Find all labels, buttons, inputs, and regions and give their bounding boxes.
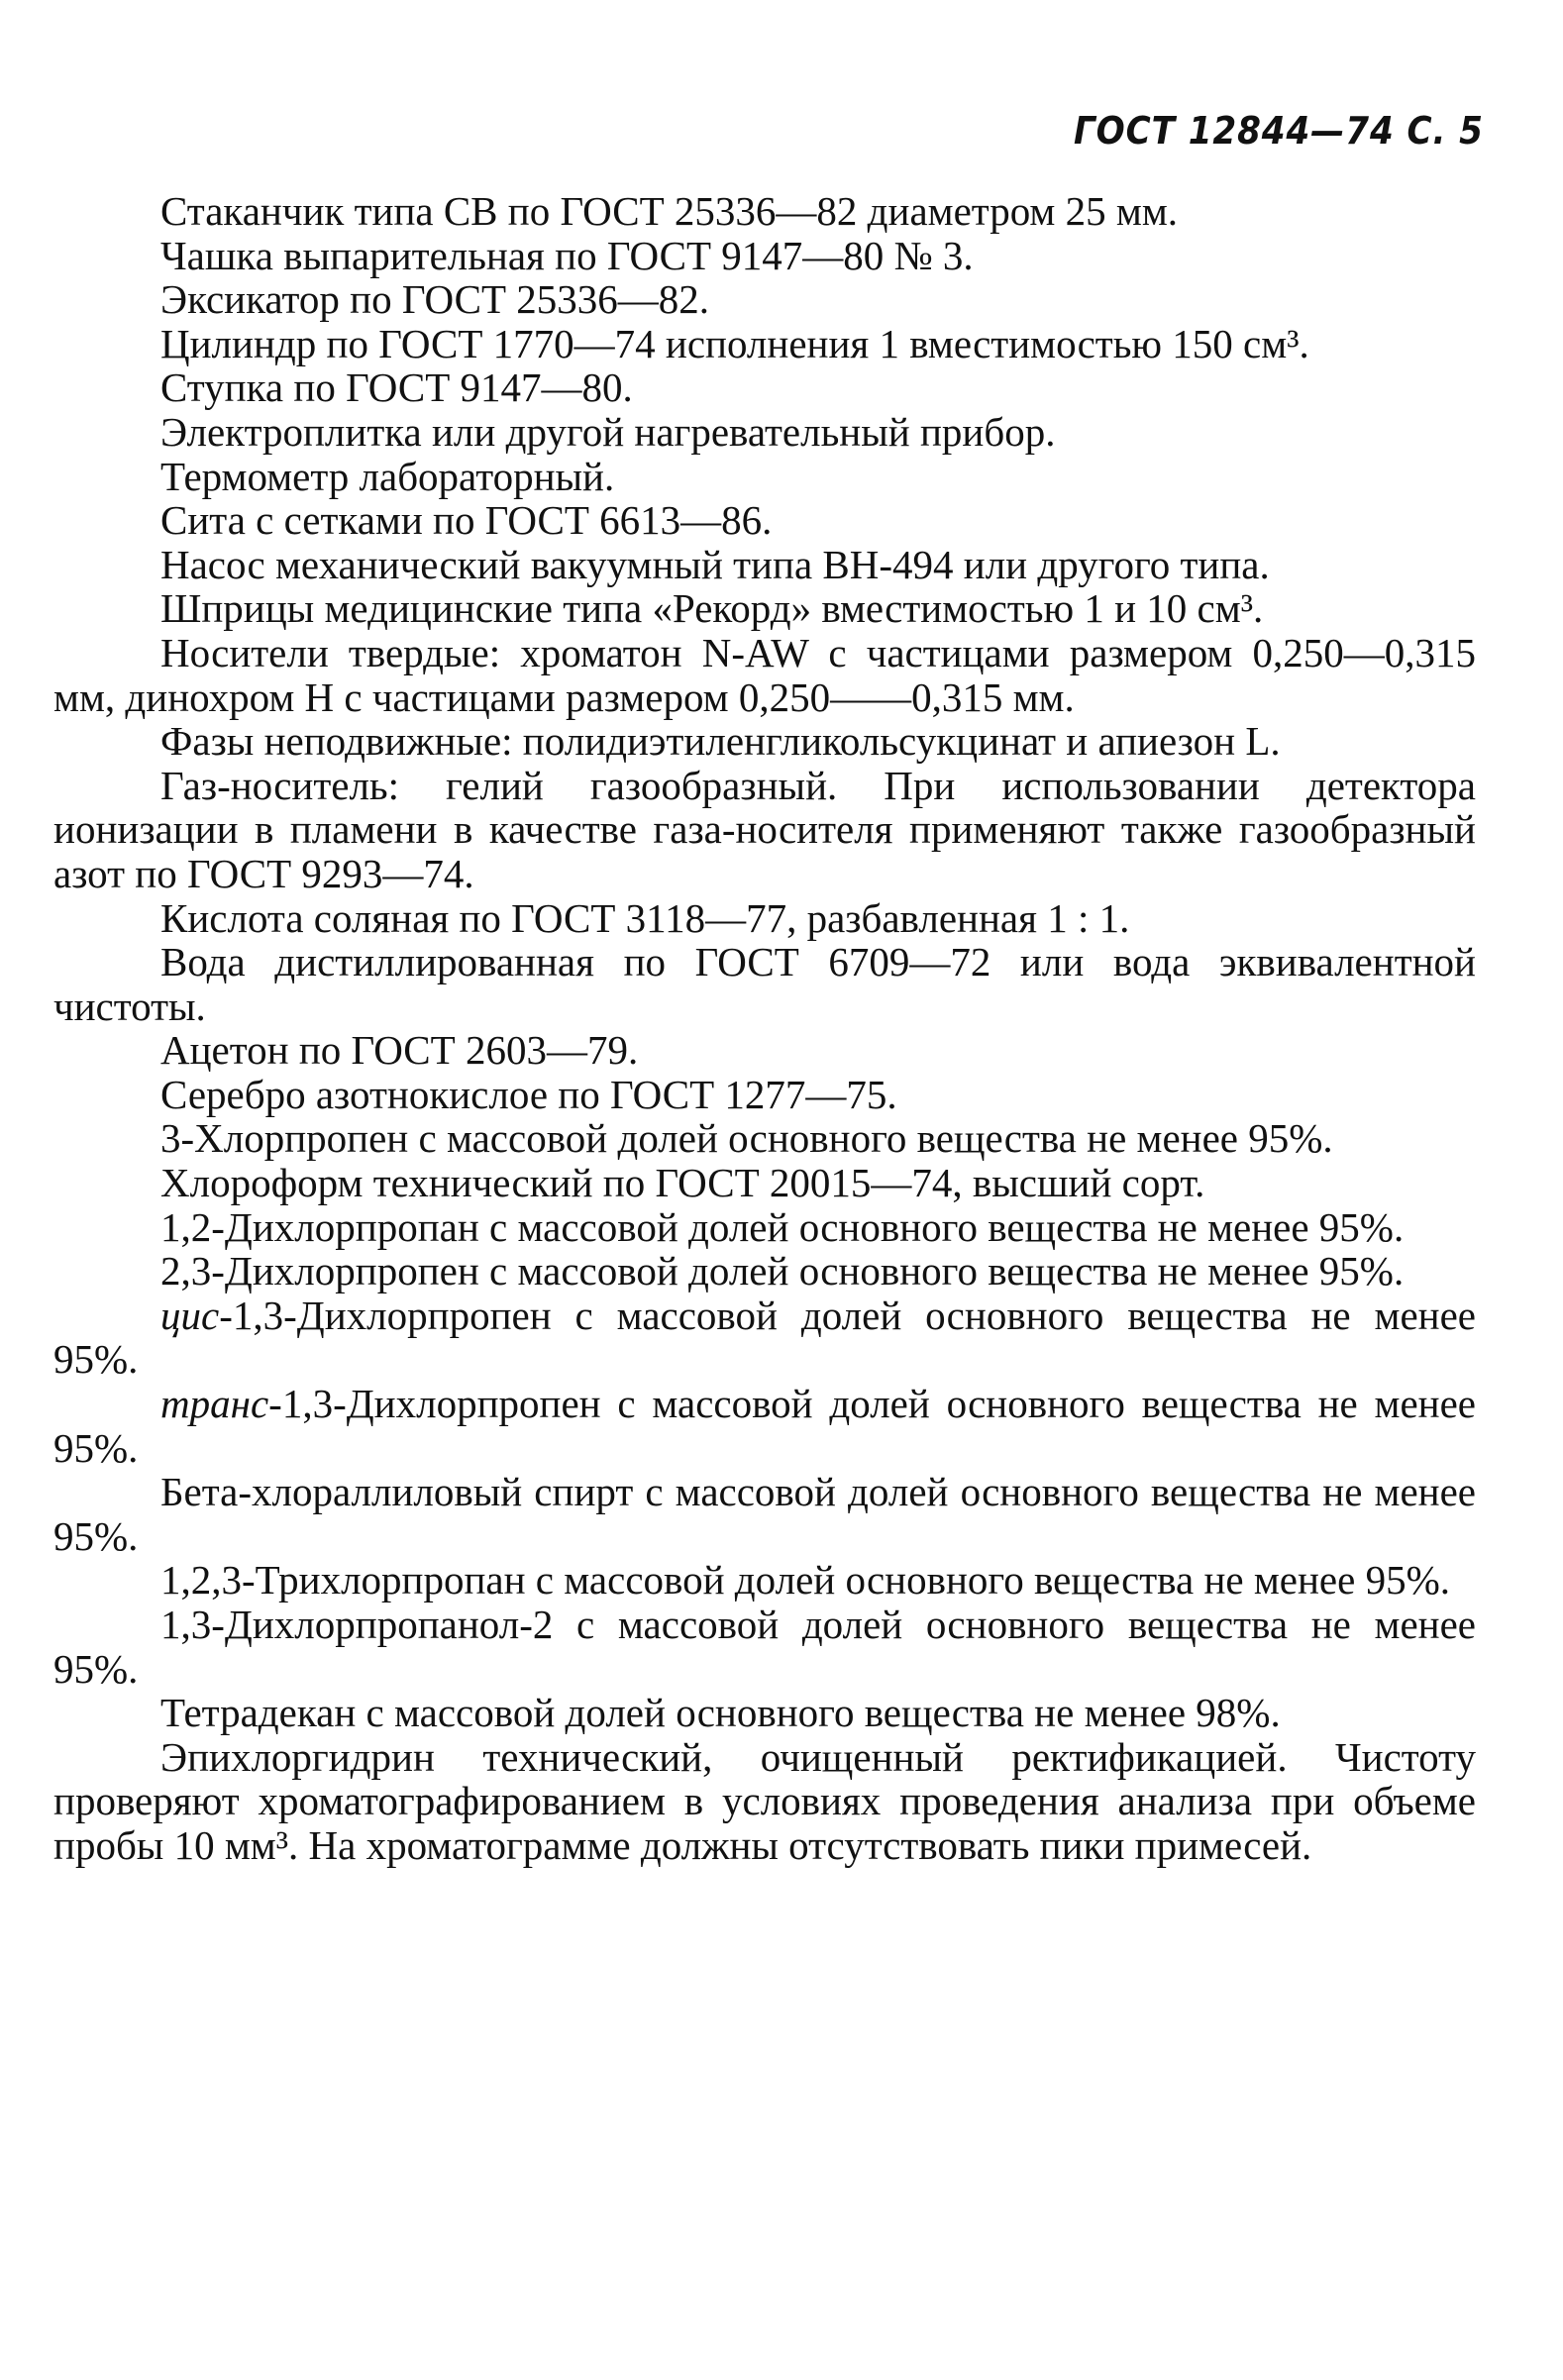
paragraph-text: Тетрадекан с массовой долей основного вещества не менее 98%. <box>160 1690 1281 1736</box>
paragraph <box>53 940 1476 1028</box>
paragraph <box>53 1603 1476 1691</box>
paragraph <box>53 322 1476 366</box>
paragraph <box>53 1558 1476 1603</box>
paragraph-text: Серебро азотнокислое по ГОСТ 1277—75. <box>160 1071 897 1117</box>
paragraph-text: Цилиндр по ГОСТ 1770—74 исполнения 1 вместимостью 150 см³. <box>160 320 1309 366</box>
paragraph-text: Вода дистиллированная по ГОСТ 6709—72 или вода эквивалентной чистоты. <box>53 939 1476 1029</box>
paragraph-text: Эксикатор по ГОСТ 25336—82. <box>160 276 710 323</box>
paragraph <box>53 1470 1476 1558</box>
paragraph <box>53 234 1476 278</box>
paragraph <box>53 1691 1476 1735</box>
paragraph <box>53 1382 1476 1470</box>
paragraph-text: Стаканчик типа СВ по ГОСТ 25336—82 диаметром 25 мм. <box>160 188 1179 234</box>
paragraph <box>53 410 1476 455</box>
paragraph <box>53 1293 1476 1382</box>
paragraph <box>53 277 1476 322</box>
paragraph <box>53 1249 1476 1293</box>
paragraph-text: 2,3-Дихлорпропен с массовой долей основного вещества не менее 95%. <box>160 1248 1405 1294</box>
document-body <box>53 189 1476 1868</box>
paragraph-text: 1,2-Дихлорпропан с массовой долей основного вещества не менее 95%. <box>160 1203 1405 1250</box>
paragraph <box>53 189 1476 234</box>
paragraph <box>53 1205 1476 1250</box>
paragraph-text: Шприцы медицинские типа «Рекорд» вместимостью 1 и 10 см³. <box>160 585 1264 632</box>
paragraph-text: Чашка выпарительная по ГОСТ 9147—80 № 3. <box>160 232 974 278</box>
paragraph-text: Насос механический вакуумный типа ВН-494 или другого типа. <box>160 541 1270 587</box>
paragraph <box>53 365 1476 410</box>
paragraph <box>53 1116 1476 1161</box>
paragraph-text: Ступка по ГОСТ 9147—80. <box>160 364 633 411</box>
paragraph-text: 1,2,3-Трихлорпропан с массовой долей основного вещества не менее 95%. <box>160 1557 1450 1604</box>
paragraph <box>53 896 1476 941</box>
paragraph <box>53 764 1476 896</box>
paragraph-text: 3-Хлорпропен с массовой долей основного вещества не менее 95%. <box>160 1115 1333 1162</box>
paragraph <box>53 719 1476 764</box>
paragraph-text: Эпихлоргидрин технический, очищенный ректификацией. Чистоту проверяют хроматографированием в условиях проведения анализа при объеме пробы 10 мм³. На хроматограмме должны отсутствовать пики примесей. <box>53 1733 1476 1868</box>
paragraph <box>53 1073 1476 1117</box>
paragraph <box>53 498 1476 543</box>
paragraph-text: Ацетон по ГОСТ 2603—79. <box>160 1027 639 1074</box>
paragraph <box>53 631 1476 719</box>
paragraph-text: Газ-носитель: гелий газообразный. При использовании детектора ионизации в пламени в качестве газа-носителя применяют также газообразный азот по ГОСТ 9293—74. <box>53 762 1476 896</box>
page-header: ГОСТ 12844—74 С. 5 <box>1074 109 1484 153</box>
paragraph-text: 1,3-Дихлорпропен с массовой долей основного вещества не менее 95%. <box>53 1292 1476 1383</box>
paragraph <box>53 1028 1476 1073</box>
paragraph-text: Термометр лабораторный. <box>160 453 615 499</box>
paragraph <box>53 455 1476 499</box>
paragraph <box>53 1161 1476 1205</box>
paragraph-text: Хлороформ технический по ГОСТ 20015—74, высший сорт. <box>160 1160 1205 1206</box>
paragraph-text: Бета-хлораллиловый спирт с массовой долей основного вещества не менее 95%. <box>53 1469 1476 1559</box>
paragraph-text: Сита с сетками по ГОСТ 6613—86. <box>160 497 773 544</box>
paragraph <box>53 543 1476 587</box>
paragraph <box>53 1735 1476 1868</box>
paragraph-text: 1,3-Дихлорпропен с массовой долей основного вещества не менее 95%. <box>53 1381 1476 1471</box>
paragraph-text: 1,3-Дихлорпропанол-2 с массовой долей основного вещества не менее 95%. <box>53 1602 1476 1692</box>
paragraph-text: Кислота соляная по ГОСТ 3118—77, разбавленная 1 : 1. <box>160 894 1130 941</box>
paragraph-text: Электроплитка или другой нагревательный прибор. <box>160 408 1056 455</box>
paragraph-text: Носители твердые: хроматон N-AW с частицами размером 0,250—0,315 мм, динохром Н с частицами размером 0,250——0,315 мм. <box>53 629 1476 720</box>
paragraph-prefix: цис- <box>160 1292 233 1338</box>
paragraph <box>53 586 1476 631</box>
paragraph-prefix: транс- <box>160 1381 282 1427</box>
paragraph-text: Фазы неподвижные: полидиэтиленгликольсукцинат и апиезон L. <box>160 718 1281 765</box>
